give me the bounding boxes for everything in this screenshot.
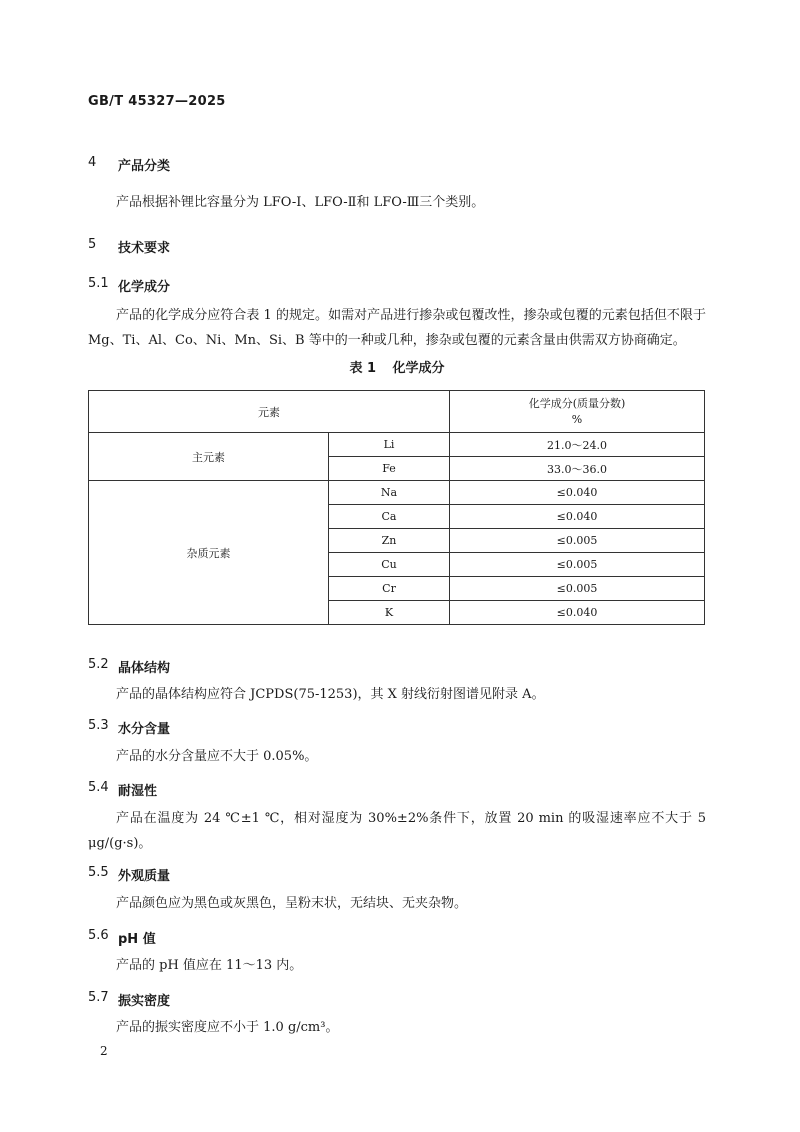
value-cell: ≤0.005	[450, 553, 705, 577]
section-4-text: 产品根据补锂比容量分为 LFO-Ⅰ、LFO-Ⅱ和 LFO-Ⅲ三个类别。	[116, 195, 485, 210]
element-cell: Cr	[329, 577, 450, 601]
section-5-2-heading	[88, 657, 170, 676]
element-cell: K	[329, 601, 450, 625]
section-5-1-text: 产品的化学成分应符合表 1 的规定。如需对产品进行掺杂或包覆改性，掺杂或包覆的元素包括但不限于 Mg、Ti、Al、Co、Ni、Mn、Si、B 等中的一种或几种，掺杂或包覆的元素含量由供需双方协商确定。	[88, 308, 706, 348]
element-cell: Cu	[329, 553, 450, 577]
section-number: 5.6	[88, 928, 109, 943]
section-5-heading	[88, 237, 170, 256]
value-cell: ≤0.005	[450, 529, 705, 553]
chemical-composition-table	[88, 390, 705, 625]
table-caption-title: 化学成分	[392, 361, 445, 376]
value-cell: ≤0.040	[450, 481, 705, 505]
section-5-5-heading	[88, 865, 170, 884]
section-5-6-text: 产品的 pH 值应在 11～13 内。	[116, 958, 303, 973]
standard-number: GB/T 45327—2025	[88, 94, 226, 109]
element-cell: Na	[329, 481, 450, 505]
section-title: 晶体结构	[118, 661, 171, 676]
element-cell: Li	[329, 433, 450, 457]
section-title: 技术要求	[118, 241, 171, 256]
value-cell: ≤0.040	[450, 601, 705, 625]
section-number: 5.7	[88, 990, 109, 1005]
table-header-row	[89, 391, 705, 433]
table-caption-label: 表 1	[349, 361, 377, 376]
group-label-main: 主元素	[89, 433, 329, 481]
table-row	[89, 481, 705, 505]
composition-header-line1: 化学成分(质量分数)	[528, 396, 626, 410]
section-number: 5.3	[88, 718, 109, 733]
page-number: 2	[100, 1044, 108, 1058]
section-title: 水分含量	[118, 722, 171, 737]
section-title: 外观质量	[118, 869, 171, 884]
section-number: 4	[88, 155, 97, 170]
section-title: 产品分类	[118, 159, 171, 174]
element-cell: Fe	[329, 457, 450, 481]
table-row	[89, 433, 705, 457]
section-5-4-text: 产品在温度为 24 ℃±1 ℃，相对湿度为 30%±2%条件下，放置 20 min 的吸湿速率应不大于 5 μg/(g·s)。	[88, 811, 706, 851]
section-title: 振实密度	[118, 994, 171, 1009]
section-5-3-heading	[88, 718, 170, 737]
section-title: 耐湿性	[118, 784, 158, 799]
section-number: 5.1	[88, 276, 109, 291]
composition-column-header	[450, 391, 705, 433]
table-caption	[88, 357, 706, 376]
composition-header-unit: %	[571, 412, 583, 426]
element-cell: Ca	[329, 505, 450, 529]
section-5-2-text: 产品的晶体结构应符合 JCPDS(75-1253)，其 X 射线衍射图谱见附录 A。	[116, 687, 545, 702]
value-cell: 33.0～36.0	[450, 457, 705, 481]
section-5-1-heading	[88, 276, 170, 295]
group-label-impurity: 杂质元素	[89, 481, 329, 625]
section-title: 化学成分	[118, 280, 171, 295]
section-number: 5	[88, 237, 97, 252]
element-column-header: 元素	[89, 391, 450, 433]
section-5-5-text: 产品颜色应为黑色或灰黑色，呈粉末状，无结块、无夹杂物。	[116, 896, 468, 911]
element-cell: Zn	[329, 529, 450, 553]
section-5-7-text: 产品的振实密度应不小于 1.0 g/cm³。	[116, 1020, 339, 1035]
section-5-7-heading	[88, 990, 170, 1009]
value-cell: ≤0.040	[450, 505, 705, 529]
section-5-4-heading	[88, 780, 157, 799]
section-number: 5.5	[88, 865, 109, 880]
section-5-3-text: 产品的水分含量应不大于 0.05%。	[116, 749, 318, 764]
section-5-6-heading	[88, 928, 156, 947]
section-4-heading	[88, 155, 170, 174]
value-cell: 21.0～24.0	[450, 433, 705, 457]
value-cell: ≤0.005	[450, 577, 705, 601]
section-title: pH 值	[118, 932, 156, 947]
section-number: 5.2	[88, 657, 109, 672]
section-number: 5.4	[88, 780, 109, 795]
